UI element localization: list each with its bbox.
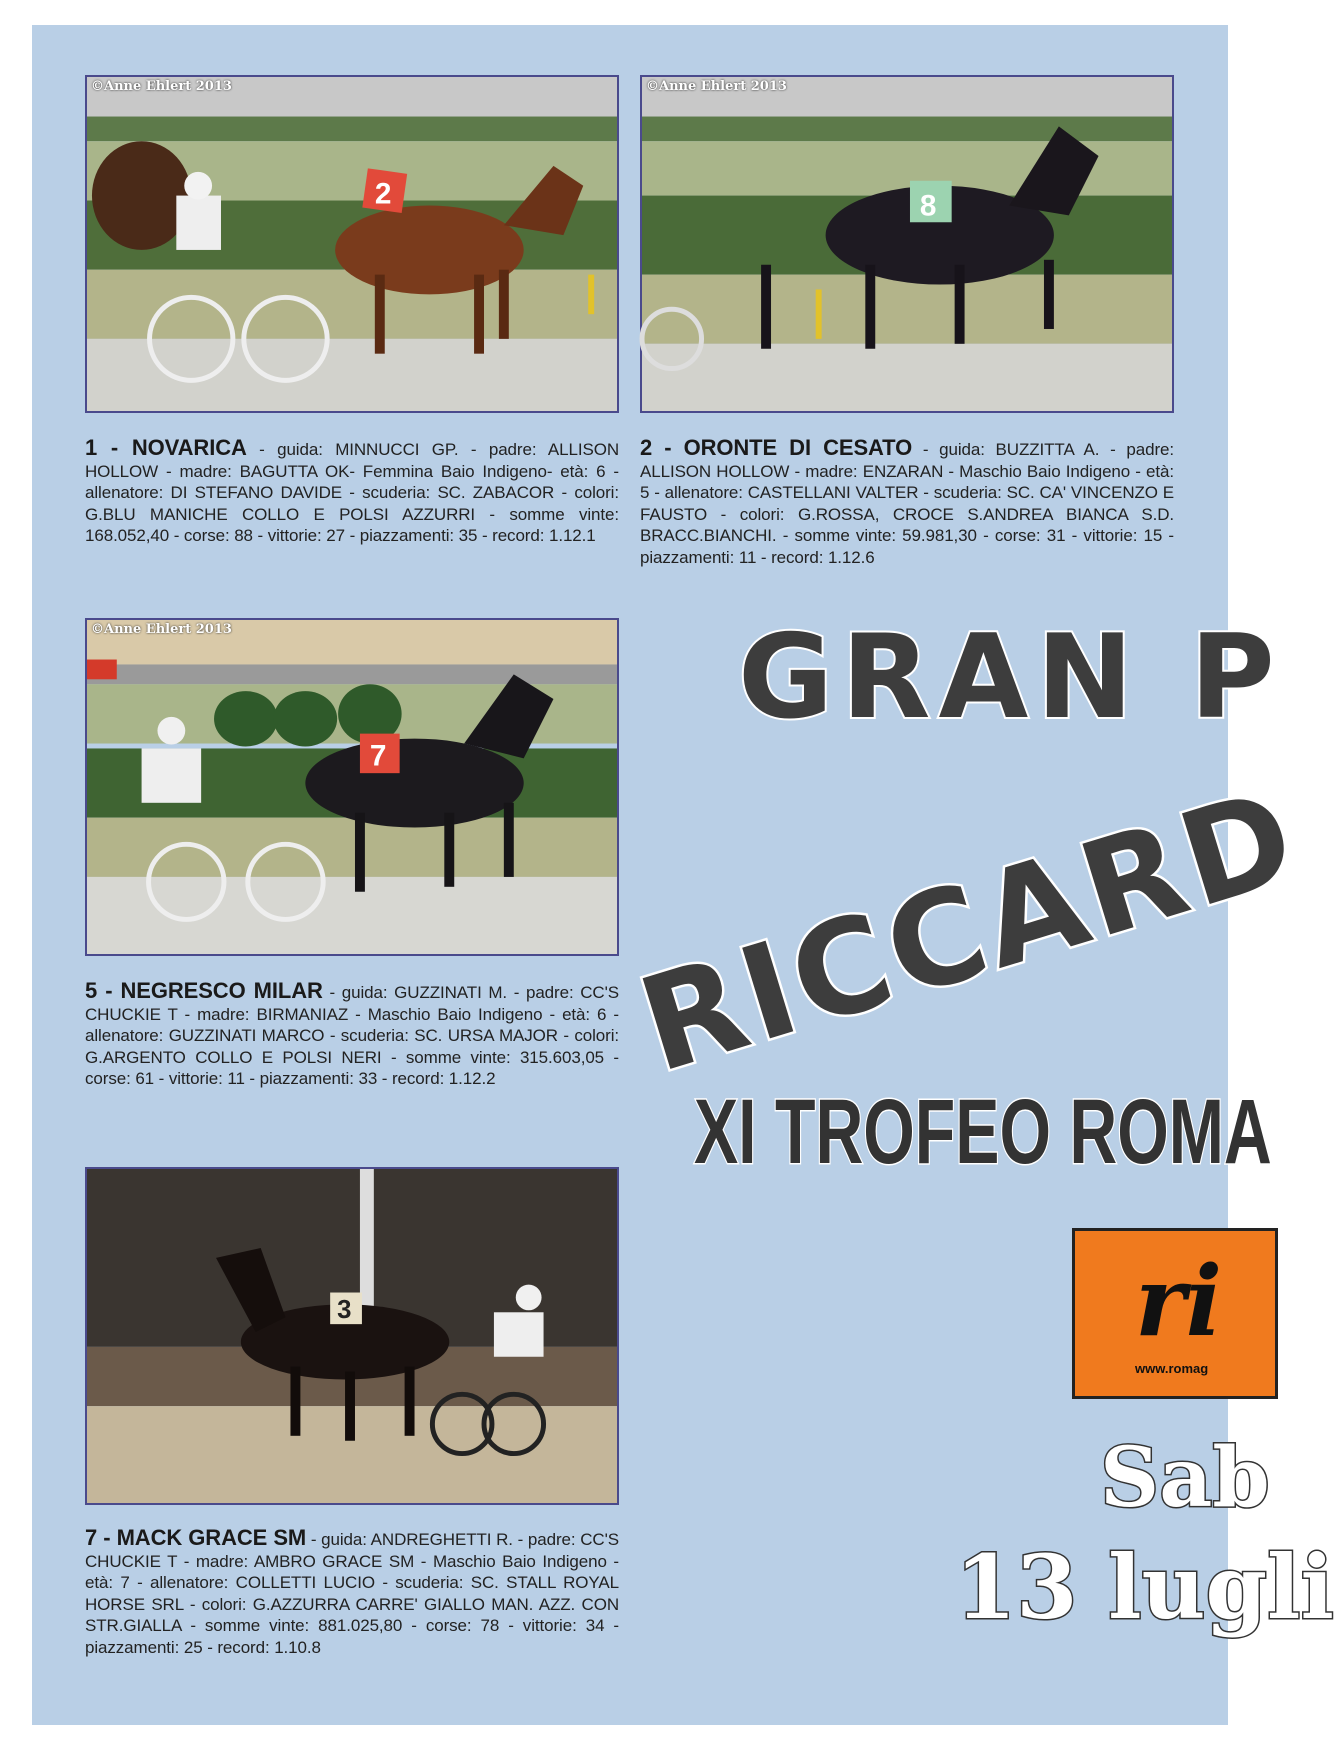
poster-title-gran-premio: GRAN P — [738, 610, 1283, 745]
logo-url: www.romag — [1135, 1361, 1209, 1376]
horse-name: 7 - MACK GRACE SM — [85, 1525, 307, 1550]
event-date: 13 lugli — [955, 1535, 1334, 1639]
horse-description-novarica — [85, 437, 619, 547]
poster-subtitle-trofeo: XI TROFEO ROMA — [694, 1081, 1272, 1183]
race-photo — [87, 77, 617, 411]
horse-description-mack-grace — [85, 1527, 619, 1658]
horse-name: 2 - ORONTE DI CESATO — [640, 435, 913, 460]
event-day: Sab — [1100, 1430, 1270, 1526]
horse-photo-oronte — [640, 75, 1174, 413]
race-photo — [87, 620, 617, 954]
bib-number: 2 — [374, 177, 392, 211]
photo-credit: ©Anne Ehlert 2013 — [91, 622, 232, 637]
bib-number: 7 — [369, 739, 387, 773]
poster-title-riccardo: RICCARD — [623, 759, 1315, 1102]
horse-photo-novarica — [85, 75, 619, 413]
horse-details: - guida: ANDREGHETTI R. - padre: CC'S CHUCKIE T - madre: AMBRO GRACE SM - Maschio Baio Indigeno - età: 7 - allenatore: COLLETTI LUCIO - scuderia: SC. STALL ROYAL HORSE SRL - colori: G.AZZURRA CARRE' GIALLO MAN. AZZ. CON STR.GIALLA - somme vinte: 881.025,80 - corse: 78 - vittorie: 34 - piazzamenti: 25 - record: 1.10.8 — [85, 1530, 619, 1657]
horse-name: 1 - NOVARICA — [85, 435, 247, 460]
horse-photo-mack-grace — [85, 1167, 619, 1505]
horse-description-negresco — [85, 980, 619, 1090]
horse-details: - guida: GUZZINATI M. - padre: CC'S CHUCKIE T - madre: BIRMANIAZ - Maschio Baio Indigeno - età: 6 - allenatore: GUZZINATI MARCO - scuderia: SC. URSA MAJOR - colori: G.ARGENTO COLLO E POLSI NERI - somme vinte: 315.603,05 - corse: 61 - vittorie: 11 - piazzamenti: 33 - record: 1.12.2 — [85, 983, 619, 1088]
logo-mark: ri — [1135, 1245, 1223, 1358]
bib-number: 8 — [919, 189, 937, 223]
bib-number: 3 — [337, 1296, 352, 1325]
horse-details: - guida: MINNUCCI GP. - padre: ALLISON HOLLOW - madre: BAGUTTA OK- Femmina Baio Indigeno- età: 6 - allenatore: DI STEFANO DAVIDE - scuderia: SC. ZABACOR - colori: G.BLU MANICHE COLLO E POLSI AZZURRI - somme vinte: 168.052,40 - corse: 88 - vittorie: 27 - piazzamenti: 35 - record: 1.12.1 — [85, 440, 619, 545]
horse-details: - guida: BUZZITTA A. - padre: ALLISON HOLLOW - madre: ENZARAN - Maschio Baio Indigeno - età: 5 - allenatore: CASTELLANI VALTER - scuderia: SC. CA' VINCENZO E FAUSTO - colori: G.ROSSA, CROCE S.ANDREA BIANCA S.D. BRACC.BIANCHI. - somme vinte: 59.981,30 - corse: 31 - vittorie: 15 - piazzamenti: 11 - record: 1.12.6 — [640, 440, 1174, 567]
race-photo — [642, 77, 1172, 411]
race-photo — [87, 1169, 617, 1503]
horse-description-oronte — [640, 437, 1174, 568]
horse-photo-negresco — [85, 618, 619, 956]
photo-credit: ©Anne Ehlert 2013 — [91, 79, 232, 94]
sponsor-logo — [1072, 1228, 1278, 1399]
photo-credit: ©Anne Ehlert 2013 — [646, 79, 787, 94]
horse-name: 5 - NEGRESCO MILAR — [85, 978, 323, 1003]
